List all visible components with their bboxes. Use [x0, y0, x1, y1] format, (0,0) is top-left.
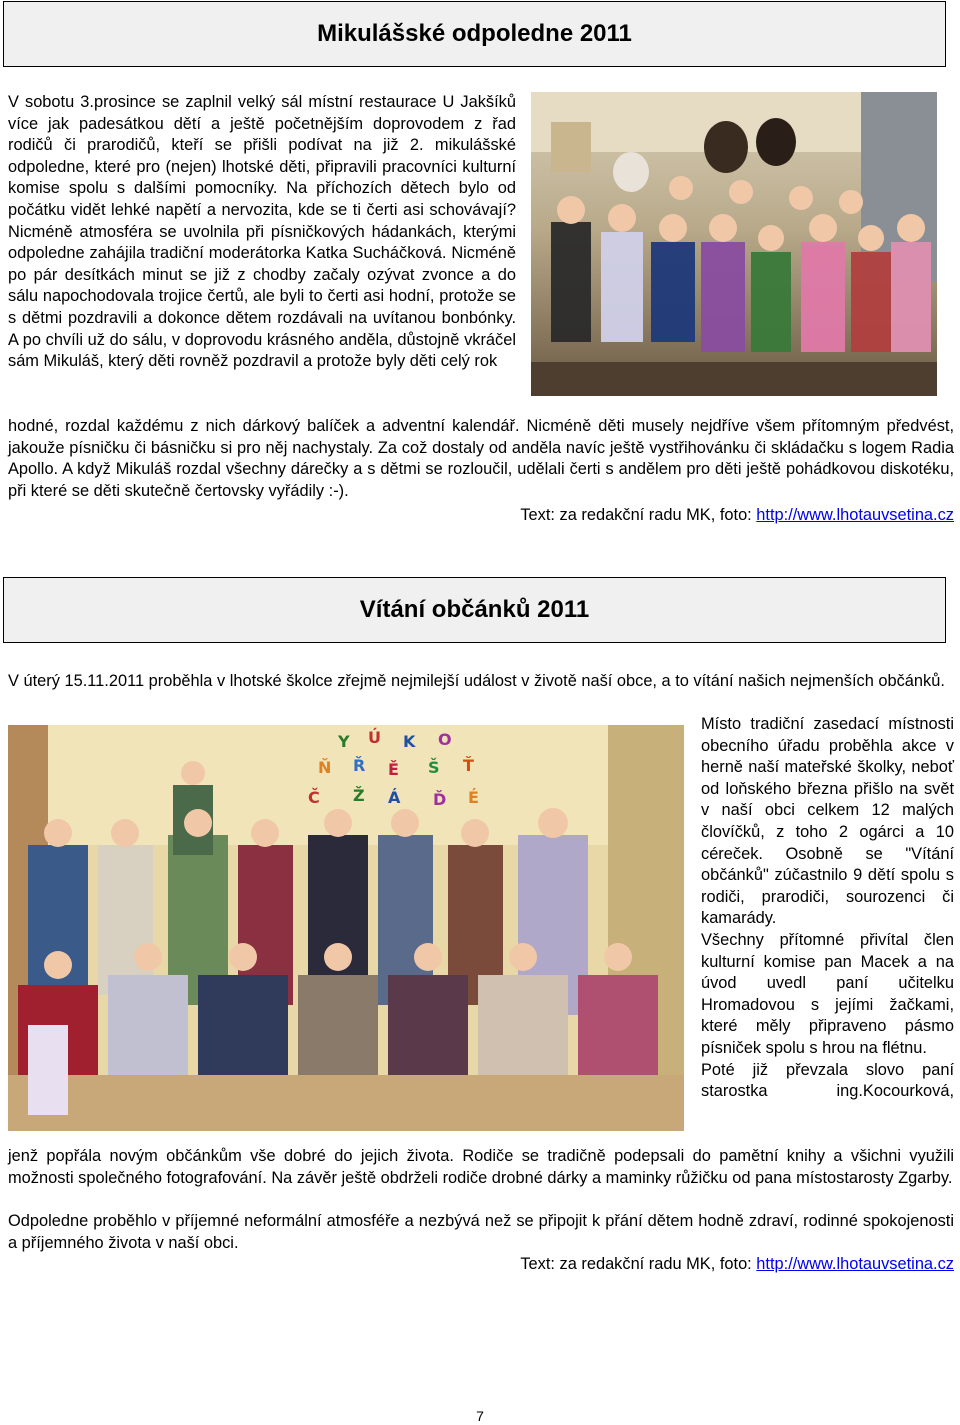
vitani-group-photo — [8, 725, 684, 1131]
article1-credit-text: Text: za redakční radu MK, foto: — [520, 506, 757, 524]
svg-text:O: O — [438, 730, 452, 749]
article1-credit-link[interactable]: http://www.lhotauvsetina.cz — [756, 506, 954, 524]
article1-wrapped-text: V sobotu 3.prosince se zaplnil velký sál místní restaurace U Jakšíků více jak padesátkou dětí a ještě početnějším doprovodem z řad rodičů či prarodičů, kteří se přišli podívat na již 2. mikulášské odpoledne, které pro (nejen) lhotské děti, připravili pracovníci kulturní komise spolu s dalšími pomocníky. Na příchozích dětech bylo od počátku vidět lehké napětí a nervozita, kde se ti čerti asi schovávají? Nicméně atmosféra se uvolnila při písničkových hádankách, kterými odpoledne zahájila tradiční moderátorka Katka Sucháčková. Nicméně po pár desítkách minut se již z chodby začaly ozývat zvonce a do sálu napochodovala trojice čertů, ale byli to čerti asi hodní, protože se s dětmi pozdravili a dokonce dětem rozdávali na uvítanou bonbónky. A po chvíli už do sálu, v doprovodu krásného anděla, důstojně vkráčel sám Mikuláš, který děti rovněž pozdravil a protože byly děti celý rok — [8, 93, 516, 371]
article1-credit — [520, 505, 954, 527]
svg-text:Ř: Ř — [353, 756, 366, 775]
article2-full-text: jenž popřála novým občánkům vše dobré do jejich života. Rodiče se tradičně podepsali do pamětní knihy a všichni využili možnosti společného fotografování. Na závěr ještě obdrželi rodiče drobné dárky a maminky růžičku od pana místostarosty Zgarby. — [8, 1147, 954, 1187]
svg-text:Ú: Ú — [368, 728, 381, 747]
svg-text:Č: Č — [308, 788, 320, 807]
article2-intro: V úterý 15.11.2011 proběhla v lhotské školce zřejmě nejmilejší událost v životě naší obce, a to vítání našich nejmenších občánků. — [8, 672, 945, 690]
article2-side-p2: Všechny přítomné přivítal člen kulturní komise pan Macek a na úvod uvedl paní učitelku Hromadovou s jejími žačkami, které měly připraveno pásmo písniček spolu s hrou na flétnu. — [701, 930, 954, 1057]
svg-text:É: É — [468, 788, 479, 807]
article1-full-text: hodné, rozdal každému z nich dárkový balíček a adventní kalendář. Nicméně děti musely nejdříve všem přítomným předvést, jakouže písničku či básničku si pro něj nachystaly. Za což dostaly od anděla navíc ještě vystřihovánku či skládačku s logem Radia Apollo. A když Mikuláš rozdal všechny dárečky a s dětmi se rozloučil, udělali čerti s andělem pro děti ještě pohádkovou diskotéku, při které se děti skutečně čertovsky vyřádily :-). — [8, 417, 954, 500]
svg-text:Y: Y — [338, 732, 350, 751]
article2-title-box — [3, 577, 946, 643]
vitani-photo-illustration — [8, 725, 684, 1131]
svg-text:Ď: Ď — [433, 790, 447, 809]
mikulas-group-photo — [531, 92, 937, 396]
svg-text:Ť: Ť — [463, 756, 474, 775]
svg-text:K: K — [403, 732, 416, 751]
article2-credit-link[interactable]: http://www.lhotauvsetina.cz — [756, 1255, 954, 1273]
svg-text:Ž: Ž — [353, 786, 365, 805]
svg-text:Ň: Ň — [318, 758, 332, 777]
article2-side-column — [701, 714, 954, 1103]
article1-title-box — [3, 1, 946, 67]
article2-side-p3: Poté již převzala slovo paní starostka ing.Kocourková, — [701, 1060, 954, 1101]
svg-text:Š: Š — [428, 758, 440, 777]
article2-credit — [520, 1254, 954, 1276]
article1-title: Mikulášské odpoledne 2011 — [317, 20, 632, 47]
article2-side-p1: Místo tradiční zasedací místnosti obecního úřadu proběhla akce v herně naší mateřské školky, neboť od loňského března přišlo na svět v naší obci celkem 12 malých človíčků, z toho 2 ogárci a 10 céreček. Osobně se "Vítání občánků" zúčastnilo 9 dětí spolu s rodiči, prarodiči, sourozenci či kamarády. — [701, 715, 954, 928]
article2-closing: Odpoledne proběhlo v příjemné neformální atmosféře a nezbývá než se připojit k přání dětem hodně zdraví, rodinné spokojenosti a příjemného života v naší obci. — [8, 1212, 954, 1252]
svg-text:Á: Á — [388, 788, 401, 807]
page-number: 7 — [476, 1408, 484, 1424]
article2-credit-text: Text: za redakční radu MK, foto: — [520, 1255, 757, 1273]
svg-text:Ě: Ě — [388, 760, 399, 779]
mikulas-photo-illustration — [531, 92, 937, 396]
article2-title: Vítání občánků 2011 — [359, 596, 590, 623]
